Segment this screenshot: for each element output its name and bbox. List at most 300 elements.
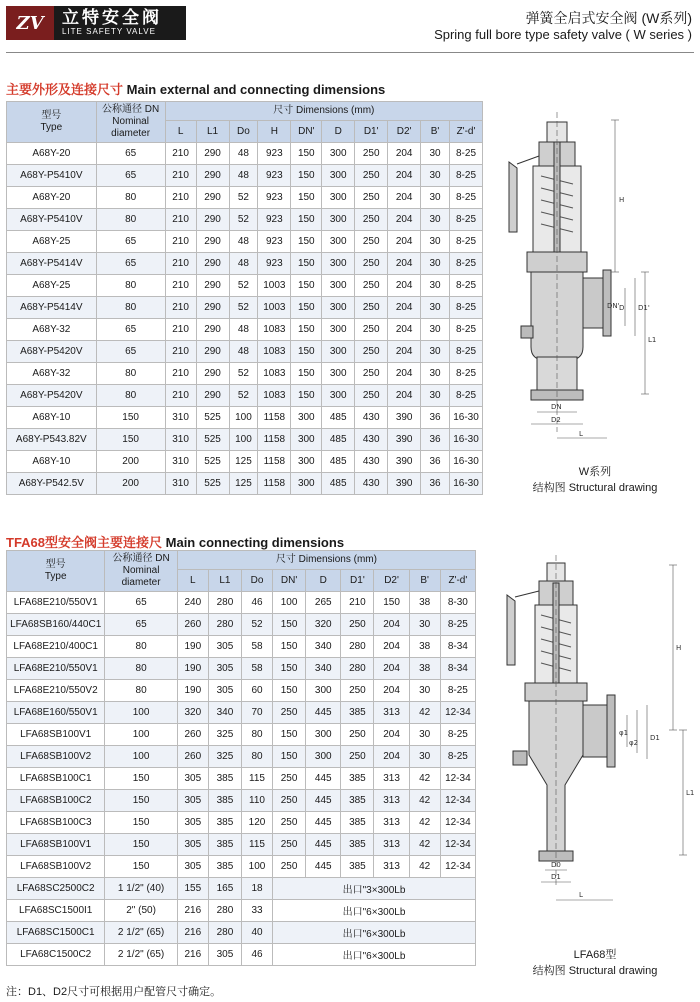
- dimension-cell: 204: [388, 385, 421, 407]
- col-header-zd: Z'-d': [449, 121, 482, 143]
- model-cell: LFA68E210/550V1: [7, 658, 105, 680]
- model-cell: LFA68C1500C2: [7, 944, 105, 966]
- outlet-spec-cell: 出口"6×300Lb: [273, 900, 476, 922]
- dimension-cell: 430: [355, 451, 388, 473]
- table-row: [7, 724, 476, 746]
- dimension-cell: 250: [273, 790, 306, 812]
- dn-cell: 80: [96, 187, 165, 209]
- model-cell: A68Y-P5420V: [7, 341, 97, 363]
- dimension-cell: 390: [388, 451, 421, 473]
- dimension-cell: 250: [355, 165, 388, 187]
- dimension-cell: 300: [322, 275, 355, 297]
- dimension-cell: 290: [196, 341, 229, 363]
- dimension-cell: 150: [273, 614, 306, 636]
- dimension-cell: 250: [355, 187, 388, 209]
- dn-cell: 65: [96, 253, 165, 275]
- table-row: [7, 341, 483, 363]
- dimension-cell: 340: [208, 702, 241, 724]
- dimension-cell: 210: [165, 385, 196, 407]
- table-row: [7, 746, 476, 768]
- dimension-cell: 204: [374, 724, 409, 746]
- table-row: [7, 944, 476, 966]
- dn-cell: 80: [96, 275, 165, 297]
- svg-text:φ2: φ2: [629, 739, 639, 747]
- dimension-cell: 305: [177, 790, 208, 812]
- model-cell: LFA68SC1500C1: [7, 922, 105, 944]
- page-title-cn: 弹簧全启式安全阀 (W系列): [525, 10, 692, 26]
- col-header-b: B': [409, 570, 440, 592]
- dimension-cell: 250: [273, 834, 306, 856]
- dimension-cell: 210: [165, 253, 196, 275]
- lfa68-drawing-caption: [530, 946, 660, 978]
- dn-cell: 2 1/2" (65): [105, 922, 177, 944]
- logo-mark: ZV: [6, 6, 54, 40]
- model-cell: LFA68SB100V2: [7, 856, 105, 878]
- dimension-cell: 525: [196, 473, 229, 495]
- dimension-cell: 42: [409, 856, 440, 878]
- dimension-cell: 30: [421, 275, 450, 297]
- table-row: [7, 680, 476, 702]
- dimension-cell: 30: [421, 385, 450, 407]
- dimension-cell: 310: [165, 429, 196, 451]
- col-header-l: L: [165, 121, 196, 143]
- model-cell: A68Y-P5420V: [7, 385, 97, 407]
- section2-title: [6, 532, 344, 551]
- dimension-cell: 485: [322, 451, 355, 473]
- table-row: [7, 922, 476, 944]
- model-cell: LFA68SB100C3: [7, 812, 105, 834]
- dimension-cell: 385: [341, 834, 374, 856]
- dimension-cell: 305: [177, 834, 208, 856]
- dimension-cell: 8-25: [449, 275, 482, 297]
- dimension-cell: 190: [177, 636, 208, 658]
- dimension-cell: 16-30: [449, 429, 482, 451]
- dimension-cell: 204: [374, 658, 409, 680]
- dimension-cell: 204: [388, 209, 421, 231]
- dimension-cell: 125: [229, 473, 258, 495]
- model-cell: A68Y-20: [7, 143, 97, 165]
- dimension-cell: 250: [341, 680, 374, 702]
- col-header-do: Do: [241, 570, 272, 592]
- dimension-cell: 46: [241, 592, 272, 614]
- dimension-cell: 525: [196, 429, 229, 451]
- dimension-cell: 1158: [258, 429, 291, 451]
- table-row: [7, 297, 483, 319]
- dimension-cell: 325: [208, 746, 241, 768]
- dn-cell: 80: [96, 385, 165, 407]
- dimension-cell: 250: [355, 209, 388, 231]
- col-header-dn: 公称通径 DN Nominal diameter: [105, 551, 177, 592]
- model-cell: LFA68E160/550V1: [7, 702, 105, 724]
- dimension-cell: 485: [322, 473, 355, 495]
- dimension-cell: 8-25: [449, 165, 482, 187]
- dimension-cell: 8-25: [440, 614, 475, 636]
- dimension-cell: 445: [306, 834, 341, 856]
- svg-text:D1': D1': [638, 304, 650, 312]
- table-row: [7, 856, 476, 878]
- table-row: [7, 878, 476, 900]
- table-row: [7, 253, 483, 275]
- dimension-cell: 30: [421, 209, 450, 231]
- dn-cell: 65: [96, 341, 165, 363]
- col-header-d1: D1': [355, 121, 388, 143]
- table-row: [7, 473, 483, 495]
- table-row: [7, 636, 476, 658]
- dimension-cell: 300: [322, 363, 355, 385]
- dimension-cell: 100: [273, 592, 306, 614]
- dimension-cell: 280: [208, 614, 241, 636]
- dimension-cell: 8-25: [449, 341, 482, 363]
- dimension-cell: 150: [291, 341, 322, 363]
- dimension-cell: 300: [306, 724, 341, 746]
- dimension-cell: 385: [208, 768, 241, 790]
- dimension-cell: 250: [341, 614, 374, 636]
- dimension-cell: 1083: [258, 363, 291, 385]
- dimension-cell: 1083: [258, 385, 291, 407]
- dimension-cell: 16-30: [449, 451, 482, 473]
- dimension-cell: 30: [409, 746, 440, 768]
- col-header-l: L: [177, 570, 208, 592]
- dimension-cell: 190: [177, 658, 208, 680]
- dimension-cell: 216: [177, 900, 208, 922]
- dimension-cell: 250: [273, 856, 306, 878]
- drawing-caption-model: W系列: [578, 466, 612, 478]
- dimension-cell: 390: [388, 473, 421, 495]
- table-row: [7, 900, 476, 922]
- dimension-cell: 240: [177, 592, 208, 614]
- dn-cell: 100: [105, 746, 177, 768]
- header-divider: [6, 52, 694, 53]
- dimension-cell: 204: [374, 746, 409, 768]
- col-header-l1: L1: [208, 570, 241, 592]
- dn-cell: 150: [105, 790, 177, 812]
- dimension-cell: 430: [355, 429, 388, 451]
- dimension-cell: 290: [196, 231, 229, 253]
- col-header-d2: D2': [388, 121, 421, 143]
- dimension-cell: 150: [291, 319, 322, 341]
- dimension-cell: 923: [258, 165, 291, 187]
- dimension-cell: 390: [388, 429, 421, 451]
- dimension-cell: 310: [165, 473, 196, 495]
- dimension-cell: 250: [273, 812, 306, 834]
- dimension-cell: 204: [374, 614, 409, 636]
- col-header-dimensions: 尺寸 Dimensions (mm): [177, 551, 475, 570]
- dimension-cell: 33: [241, 900, 272, 922]
- w-series-drawing-caption: [530, 463, 660, 495]
- dimension-cell: 42: [409, 768, 440, 790]
- col-header-model: 型号 Type: [7, 102, 97, 143]
- dimension-cell: 42: [409, 790, 440, 812]
- dimension-cell: 12-34: [440, 856, 475, 878]
- dimension-cell: 204: [388, 319, 421, 341]
- table-row: [7, 407, 483, 429]
- dimension-cell: 300: [322, 209, 355, 231]
- dimension-cell: 430: [355, 407, 388, 429]
- drawing-caption-model: LFA68型: [573, 949, 617, 961]
- dimension-cell: 280: [208, 900, 241, 922]
- page-title-en: Spring full bore type safety valve ( W series ): [434, 27, 692, 42]
- dn-cell: 65: [96, 319, 165, 341]
- model-cell: LFA68SB100V2: [7, 746, 105, 768]
- dimension-cell: 210: [165, 187, 196, 209]
- dimension-cell: 290: [196, 209, 229, 231]
- dimension-cell: 923: [258, 231, 291, 253]
- outlet-spec-cell: 出口"3×300Lb: [273, 878, 476, 900]
- dimension-cell: 1158: [258, 451, 291, 473]
- footnote: 注：D1、D2尺寸可根据用户配管尺寸确定。: [6, 986, 222, 998]
- col-header-d2: D2': [374, 570, 409, 592]
- brand-name-en: LITE SAFETY VALVE: [62, 27, 156, 36]
- table-row: [7, 319, 483, 341]
- dimension-cell: 8-30: [440, 592, 475, 614]
- table-row: [7, 812, 476, 834]
- drawing-caption-label: 结构图 Structural drawing: [532, 482, 658, 494]
- dimension-cell: 290: [196, 187, 229, 209]
- dn-cell: 150: [96, 429, 165, 451]
- dimension-cell: 313: [374, 702, 409, 724]
- dimension-cell: 150: [291, 253, 322, 275]
- dimension-cell: 150: [291, 385, 322, 407]
- dimension-cell: 305: [177, 812, 208, 834]
- dimension-cell: 204: [388, 253, 421, 275]
- model-cell: LFA68SB160/440C1: [7, 614, 105, 636]
- dimension-cell: 300: [291, 407, 322, 429]
- dimension-cell: 8-25: [449, 209, 482, 231]
- dimension-cell: 320: [177, 702, 208, 724]
- dimension-cell: 8-25: [449, 187, 482, 209]
- dimension-cell: 80: [241, 724, 272, 746]
- table-row: [7, 702, 476, 724]
- table-row: [7, 658, 476, 680]
- dimension-cell: 300: [322, 253, 355, 275]
- section1-title-en: Main external and connecting dimensions: [126, 82, 386, 97]
- model-cell: A68Y-P542.5V: [7, 473, 97, 495]
- dimension-cell: 30: [409, 614, 440, 636]
- dimension-cell: 30: [421, 187, 450, 209]
- dimension-cell: 300: [322, 231, 355, 253]
- brand-name-cn: 立特安全阀: [62, 8, 162, 27]
- dimension-cell: 204: [374, 680, 409, 702]
- dimension-cell: 52: [229, 275, 258, 297]
- dimension-cell: 190: [177, 680, 208, 702]
- dn-cell: 80: [96, 363, 165, 385]
- dimension-cell: 46: [241, 944, 272, 966]
- dimension-cell: 150: [273, 658, 306, 680]
- dimension-cell: 280: [341, 658, 374, 680]
- outlet-spec-cell: 出口"6×300Lb: [273, 922, 476, 944]
- dimension-cell: 8-25: [440, 680, 475, 702]
- dimension-cell: 204: [388, 143, 421, 165]
- dimension-cell: 300: [322, 143, 355, 165]
- dimension-cell: 216: [177, 922, 208, 944]
- model-cell: LFA68SB100V1: [7, 724, 105, 746]
- col-header-dn: 公称通径 DN Nominal diameter: [96, 102, 165, 143]
- dimension-cell: 445: [306, 856, 341, 878]
- dimension-cell: 210: [341, 592, 374, 614]
- dimension-cell: 155: [177, 878, 208, 900]
- dimension-cell: 204: [388, 231, 421, 253]
- dimension-cell: 300: [306, 746, 341, 768]
- table-row: [7, 834, 476, 856]
- dimension-cell: 115: [241, 834, 272, 856]
- model-cell: A68Y-P5414V: [7, 297, 97, 319]
- dimension-cell: 210: [165, 231, 196, 253]
- table-row: [7, 231, 483, 253]
- dn-cell: 2" (50): [105, 900, 177, 922]
- svg-text:L1: L1: [648, 336, 657, 344]
- dimension-cell: 260: [177, 724, 208, 746]
- dimension-cell: 385: [208, 790, 241, 812]
- dimension-cell: 385: [341, 768, 374, 790]
- dimension-cell: 923: [258, 253, 291, 275]
- model-cell: LFA68SB100V1: [7, 834, 105, 856]
- dimension-cell: 8-34: [440, 658, 475, 680]
- table-row: [7, 614, 476, 636]
- svg-text:L: L: [579, 891, 583, 899]
- dimension-cell: 12-34: [440, 790, 475, 812]
- model-cell: A68Y-P543.82V: [7, 429, 97, 451]
- dn-cell: 150: [105, 812, 177, 834]
- svg-text:D2: D2: [551, 416, 561, 424]
- dimension-cell: 250: [355, 275, 388, 297]
- dimension-cell: 150: [291, 363, 322, 385]
- dimension-cell: 923: [258, 209, 291, 231]
- lfa68-structural-drawing: [495, 555, 695, 930]
- dimension-cell: 310: [165, 451, 196, 473]
- dimension-cell: 300: [291, 429, 322, 451]
- dimension-cell: 210: [165, 363, 196, 385]
- dn-cell: 65: [96, 165, 165, 187]
- dimension-cell: 300: [322, 319, 355, 341]
- svg-text:DN': DN': [607, 302, 620, 310]
- dimension-cell: 8-25: [449, 297, 482, 319]
- dimension-cell: 300: [291, 451, 322, 473]
- dimension-cell: 300: [306, 680, 341, 702]
- dimension-cell: 385: [208, 834, 241, 856]
- col-header-h: H: [258, 121, 291, 143]
- svg-text:D1: D1: [551, 873, 561, 881]
- dimension-cell: 204: [388, 363, 421, 385]
- dimension-cell: 36: [421, 451, 450, 473]
- dimension-cell: 250: [355, 341, 388, 363]
- dn-cell: 150: [105, 834, 177, 856]
- dimension-cell: 210: [165, 297, 196, 319]
- dimension-cell: 1003: [258, 297, 291, 319]
- dimension-cell: 385: [208, 856, 241, 878]
- dimension-cell: 204: [388, 275, 421, 297]
- dn-cell: 65: [96, 143, 165, 165]
- dimension-cell: 1158: [258, 407, 291, 429]
- col-header-dimensions: 尺寸 Dimensions (mm): [165, 102, 482, 121]
- dimension-cell: 52: [229, 385, 258, 407]
- dimension-cell: 48: [229, 319, 258, 341]
- dimension-cell: 290: [196, 297, 229, 319]
- table-row: [7, 275, 483, 297]
- model-cell: A68Y-10: [7, 407, 97, 429]
- dn-cell: 65: [105, 614, 177, 636]
- dimension-cell: 305: [208, 636, 241, 658]
- dimension-cell: 923: [258, 187, 291, 209]
- dimension-cell: 216: [177, 944, 208, 966]
- dimension-cell: 48: [229, 165, 258, 187]
- dimension-cell: 36: [421, 429, 450, 451]
- dn-cell: 150: [105, 856, 177, 878]
- dimension-cell: 30: [409, 680, 440, 702]
- dimension-cell: 8-25: [440, 746, 475, 768]
- dimension-cell: 204: [388, 297, 421, 319]
- dimension-cell: 30: [421, 363, 450, 385]
- dimension-cell: 8-25: [449, 385, 482, 407]
- dn-cell: 150: [105, 768, 177, 790]
- model-cell: A68Y-32: [7, 363, 97, 385]
- dimension-cell: 100: [229, 429, 258, 451]
- dimension-cell: 30: [421, 165, 450, 187]
- col-header-l1: L1: [196, 121, 229, 143]
- dimension-cell: 36: [421, 407, 450, 429]
- dimension-cell: 525: [196, 451, 229, 473]
- model-cell: LFA68SC1500I1: [7, 900, 105, 922]
- dimension-cell: 38: [409, 636, 440, 658]
- dimension-cell: 260: [177, 746, 208, 768]
- dimension-cell: 305: [208, 680, 241, 702]
- dimension-cell: 204: [374, 636, 409, 658]
- dimension-cell: 300: [322, 385, 355, 407]
- dimension-cell: 385: [341, 812, 374, 834]
- dimension-cell: 12-34: [440, 812, 475, 834]
- svg-text:D0: D0: [551, 861, 561, 869]
- dimension-cell: 52: [229, 363, 258, 385]
- dimension-cell: 210: [165, 143, 196, 165]
- dimension-cell: 445: [306, 702, 341, 724]
- dimension-cell: 42: [409, 812, 440, 834]
- dimension-cell: 30: [421, 341, 450, 363]
- dimensions-table-lfa68: [6, 550, 476, 966]
- dimension-cell: 30: [409, 724, 440, 746]
- table-row: [7, 451, 483, 473]
- dimension-cell: 250: [273, 768, 306, 790]
- dimension-cell: 115: [241, 768, 272, 790]
- dimension-cell: 210: [165, 319, 196, 341]
- col-header-d: D: [306, 570, 341, 592]
- table-row: [7, 165, 483, 187]
- dimension-cell: 30: [421, 319, 450, 341]
- table-row: [7, 429, 483, 451]
- model-cell: LFA68E210/550V1: [7, 592, 105, 614]
- dimension-cell: 8-25: [440, 724, 475, 746]
- dn-cell: 150: [96, 407, 165, 429]
- dimension-cell: 525: [196, 407, 229, 429]
- table-row: [7, 385, 483, 407]
- dimension-cell: 250: [355, 319, 388, 341]
- dimension-cell: 8-25: [449, 231, 482, 253]
- table-row: [7, 592, 476, 614]
- dn-cell: 200: [96, 451, 165, 473]
- dimension-cell: 30: [421, 253, 450, 275]
- dimension-cell: 250: [355, 363, 388, 385]
- dimension-cell: 18: [241, 878, 272, 900]
- model-cell: A68Y-25: [7, 231, 97, 253]
- model-cell: A68Y-32: [7, 319, 97, 341]
- dimension-cell: 52: [229, 209, 258, 231]
- dn-cell: 80: [105, 658, 177, 680]
- dimension-cell: 80: [241, 746, 272, 768]
- dimension-cell: 8-25: [449, 363, 482, 385]
- dimension-cell: 385: [341, 856, 374, 878]
- dimension-cell: 250: [355, 297, 388, 319]
- svg-text:D1: D1: [650, 734, 660, 742]
- dimension-cell: 30: [421, 231, 450, 253]
- section1-title: [6, 79, 385, 98]
